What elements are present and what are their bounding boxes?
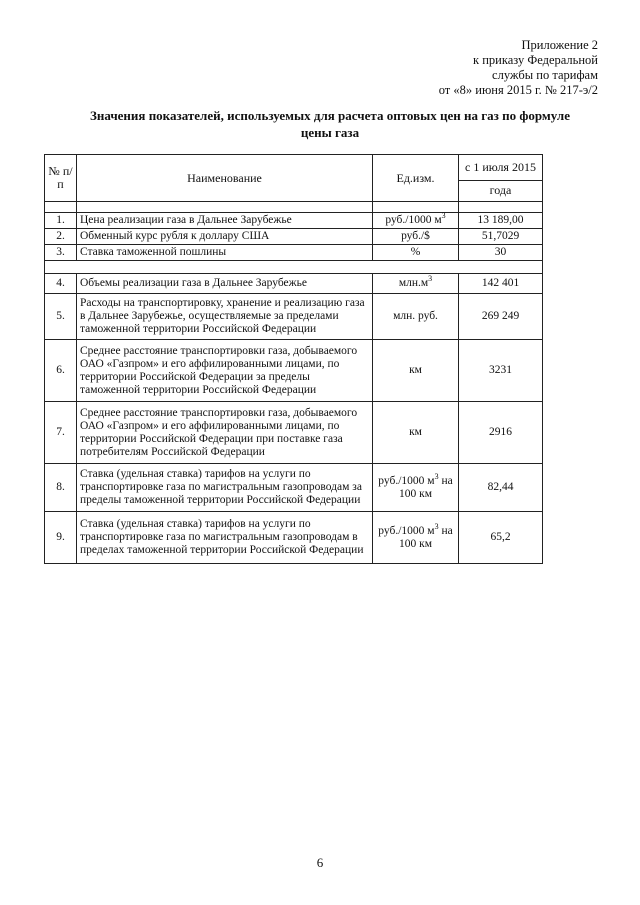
header-value-top: с 1 июля 2015 [459, 155, 543, 181]
table-row [45, 402, 543, 464]
unit-tail: на 100 км [399, 524, 453, 550]
table-row [45, 274, 543, 294]
unit-text: км [409, 364, 422, 376]
table-row [45, 229, 543, 245]
appendix-line-3: службы по тарифам [492, 68, 598, 82]
row-value: 65,2 [459, 512, 543, 564]
table-header-row [45, 155, 543, 181]
unit-text: км [409, 426, 422, 438]
page-number: 6 [316, 855, 324, 870]
row-unit [373, 464, 459, 512]
row-name: Объемы реализации газа в Дальнее Зарубежье [77, 274, 373, 294]
unit-text: руб./1000 м [378, 474, 435, 487]
row-value: 82,44 [459, 464, 543, 512]
appendix-line-4: от «8» июня 2015 г. № 217-э/2 [438, 83, 598, 97]
row-unit [373, 294, 459, 340]
row-name: Среднее расстояние транспортировки газа, добываемого ОАО «Газпром» и его аффилированными лицами, по территории Российской Федерации за пределы таможенной территории Российской Федерации [77, 340, 373, 402]
row-num: 7. [45, 402, 77, 464]
row-num: 1. [45, 213, 77, 229]
row-num: 5. [45, 294, 77, 340]
table-row [45, 512, 543, 564]
table-row [45, 464, 543, 512]
unit-text: руб./$ [401, 230, 430, 242]
header-name: Наименование [77, 155, 373, 202]
unit-text: млн.м [398, 277, 429, 289]
unit-sup: 3 [428, 274, 433, 284]
row-name: Ставка (удельная ставка) тарифов на услуги по транспортировке газа по магистральным газопроводам в пределах таможенной территории Российской Федерации [77, 512, 373, 564]
title-line-2: цены газа [300, 125, 360, 140]
document-title [40, 107, 620, 141]
spacer-row [45, 202, 543, 213]
row-value: 2916 [459, 402, 543, 464]
header-num: № п/п [45, 155, 77, 202]
unit-text: % [410, 246, 421, 258]
unit-text: руб./1000 м [385, 214, 442, 226]
row-unit [373, 274, 459, 294]
unit-text: руб./1000 м [378, 524, 435, 537]
indicators-table [44, 154, 543, 564]
spacer-row [45, 261, 543, 274]
row-unit [373, 340, 459, 402]
appendix-line-2: к приказу Федеральной [473, 53, 598, 67]
row-num: 4. [45, 274, 77, 294]
table-row [45, 294, 543, 340]
unit-sup: 3 [434, 521, 439, 531]
header-value-bottom: года [459, 180, 543, 201]
unit-text: млн. руб. [393, 310, 438, 322]
row-num: 3. [45, 245, 77, 261]
title-line-1: Значения показателей, используемых для расчета оптовых цен на газ по формуле [90, 108, 570, 123]
unit-sup: 3 [441, 211, 446, 221]
appendix-line-1: Приложение 2 [521, 38, 598, 52]
row-num: 9. [45, 512, 77, 564]
row-unit [373, 245, 459, 261]
table-row [45, 245, 543, 261]
row-unit [373, 213, 459, 229]
row-num: 8. [45, 464, 77, 512]
unit-sup: 3 [434, 471, 439, 481]
table-row [45, 213, 543, 229]
row-num: 2. [45, 229, 77, 245]
row-name: Среднее расстояние транспортировки газа, добываемого ОАО «Газпром» и его аффилированными лицами, по территории Российской Федерации при поставке газа потребителям Российской Федерации [77, 402, 373, 464]
row-name: Ставка (удельная ставка) тарифов на услуги по транспортировке газа по магистральным газопроводам за пределы таможенной территории Российской Федерации [77, 464, 373, 512]
row-unit [373, 229, 459, 245]
row-value: 51,7029 [459, 229, 543, 245]
row-name: Расходы на транспортировку, хранение и реализацию газа в Дальнее Зарубежье, осуществляемые за пределами таможенной территории Российской Федерации [77, 294, 373, 340]
row-name: Цена реализации газа в Дальнее Зарубежье [77, 213, 373, 229]
unit-tail: на 100 км [399, 474, 453, 500]
table-row [45, 340, 543, 402]
row-value: 3231 [459, 340, 543, 402]
row-unit [373, 402, 459, 464]
row-value: 30 [459, 245, 543, 261]
row-num: 6. [45, 340, 77, 402]
row-name: Обменный курс рубля к доллару США [77, 229, 373, 245]
row-name: Ставка таможенной пошлины [77, 245, 373, 261]
row-value: 269 249 [459, 294, 543, 340]
row-unit [373, 512, 459, 564]
header-unit: Ед.изм. [373, 155, 459, 202]
row-value: 142 401 [459, 274, 543, 294]
appendix-header [439, 38, 598, 98]
row-value: 13 189,00 [459, 213, 543, 229]
